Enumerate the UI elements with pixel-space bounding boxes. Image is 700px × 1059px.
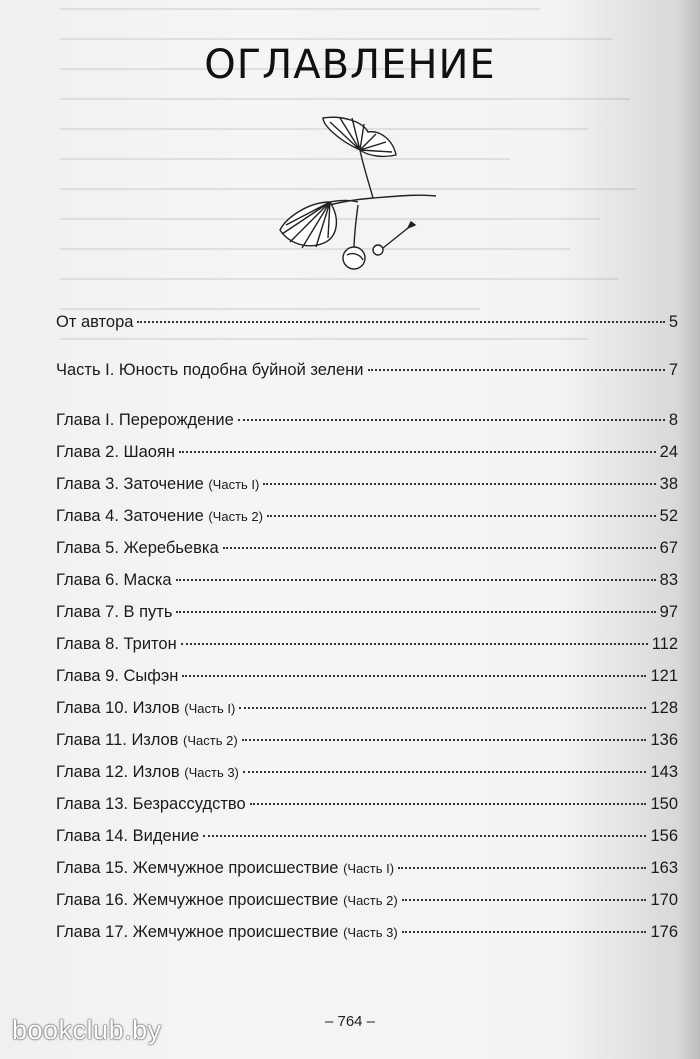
toc-entry-page: 24 <box>659 443 678 461</box>
toc-entry-title: Глава 17. Жемчужное происшествие (Часть 3) <box>56 923 398 941</box>
toc-entry-title: Глава 15. Жемчужное происшествие (Часть I) <box>56 859 395 877</box>
toc-entry-title: Глава 8. Тритон <box>56 635 177 653</box>
toc-entry[interactable] <box>56 795 678 827</box>
toc-entry[interactable] <box>56 475 678 507</box>
toc-entry-page: 143 <box>650 763 678 781</box>
toc-entry-page: 97 <box>659 603 678 621</box>
leader-dots <box>243 771 647 773</box>
leader-dots <box>250 803 647 805</box>
toc-entry-title: Глава 14. Видение <box>56 827 200 845</box>
page-number: – 764 – <box>324 1013 376 1030</box>
toc-entry-title: Часть I. Юность подобна буйной зелени <box>56 361 364 379</box>
toc-entry-page: 163 <box>650 859 678 877</box>
toc-entry-page: 83 <box>659 571 678 589</box>
leader-dots <box>239 707 646 709</box>
toc-entry-page: 136 <box>650 731 678 749</box>
toc-entry-note: (Часть I) <box>343 861 395 876</box>
leader-dots <box>223 547 656 549</box>
toc-entry[interactable] <box>56 827 678 859</box>
toc-entry-page: 170 <box>650 891 678 909</box>
leader-dots <box>176 611 655 613</box>
leader-dots <box>263 483 655 485</box>
toc-entry-note: (Часть 3) <box>184 765 239 780</box>
toc-entry-page: 128 <box>650 699 678 717</box>
toc-entry-title: Глава I. Перерождение <box>56 411 234 429</box>
leader-dots <box>267 515 656 517</box>
toc-entry-title: Глава 13. Безрассудство <box>56 795 246 813</box>
leader-dots <box>242 739 647 741</box>
toc-entry-title: Глава 9. Сыфэн <box>56 667 179 685</box>
toc-entry-note: (Часть I) <box>184 701 236 716</box>
toc-entry[interactable] <box>56 667 678 699</box>
toc-entry[interactable] <box>56 571 678 603</box>
toc-entry-page: 121 <box>650 667 678 685</box>
toc-entry[interactable] <box>56 635 678 667</box>
toc-entry[interactable] <box>56 859 678 891</box>
leader-dots <box>402 931 647 933</box>
toc-entry-note: (Часть 2) <box>208 509 263 524</box>
leader-dots <box>137 321 664 323</box>
toc-entry-title: Глава 11. Излов (Часть 2) <box>56 731 238 749</box>
leader-dots <box>402 899 647 901</box>
toc-entry[interactable] <box>56 411 678 443</box>
toc-entry[interactable] <box>56 891 678 923</box>
toc-entry-title: Глава 2. Шаоян <box>56 443 176 461</box>
toc-entry-page: 156 <box>650 827 678 845</box>
toc-entry[interactable] <box>56 443 678 475</box>
leader-dots <box>179 451 656 453</box>
toc-entry-title: Глава 3. Заточение (Часть I) <box>56 475 260 493</box>
toc-entry[interactable] <box>56 507 678 539</box>
toc-entry-title: Глава 16. Жемчужное происшествие (Часть 2) <box>56 891 398 909</box>
toc-entry[interactable] <box>56 313 678 345</box>
toc-entry-note: (Часть 2) <box>343 893 398 908</box>
site-watermark: bookclub.by <box>12 1015 162 1045</box>
toc-entry[interactable] <box>56 603 678 635</box>
toc-entry-title: Глава 5. Жеребьевка <box>56 539 219 557</box>
toc-entry-title: Глава 6. Маска <box>56 571 172 589</box>
toc-entry-page: 52 <box>659 507 678 525</box>
toc-entry-page: 38 <box>659 475 678 493</box>
ginkgo-branch-icon <box>268 110 443 285</box>
toc-entry-page: 150 <box>650 795 678 813</box>
leader-dots <box>176 579 656 581</box>
toc-entry-page: 8 <box>668 411 678 429</box>
leader-dots <box>203 835 646 837</box>
toc-entry[interactable] <box>56 763 678 795</box>
toc-entry-page: 7 <box>668 361 678 379</box>
toc-entry-note: (Часть 2) <box>183 733 238 748</box>
toc-entry-note: (Часть 3) <box>343 925 398 940</box>
toc-entry-title: Глава 7. В путь <box>56 603 173 621</box>
page-title: ОГЛАВЛЕНИЕ <box>204 42 496 88</box>
toc-entry[interactable] <box>56 699 678 731</box>
toc-entry-note: (Часть I) <box>208 477 260 492</box>
toc-entry-title: Глава 4. Заточение (Часть 2) <box>56 507 263 525</box>
leader-dots <box>238 419 665 421</box>
toc-entry-title: Глава 12. Излов (Часть 3) <box>56 763 239 781</box>
toc-entry-page: 5 <box>668 313 678 331</box>
toc-entry-title: От автора <box>56 313 134 331</box>
toc-part-entry[interactable] <box>56 361 678 393</box>
toc-entry-page: 112 <box>651 635 678 653</box>
table-of-contents <box>56 313 678 955</box>
leader-dots <box>181 643 648 645</box>
toc-entry[interactable] <box>56 923 678 955</box>
toc-entry-page: 67 <box>659 539 678 557</box>
toc-entry-title: Глава 10. Излов (Часть I) <box>56 699 236 717</box>
toc-entry-page: 176 <box>650 923 678 941</box>
leader-dots <box>398 867 646 869</box>
toc-entry[interactable] <box>56 539 678 571</box>
toc-entry[interactable] <box>56 731 678 763</box>
leader-dots <box>182 675 646 677</box>
leader-dots <box>368 369 665 371</box>
